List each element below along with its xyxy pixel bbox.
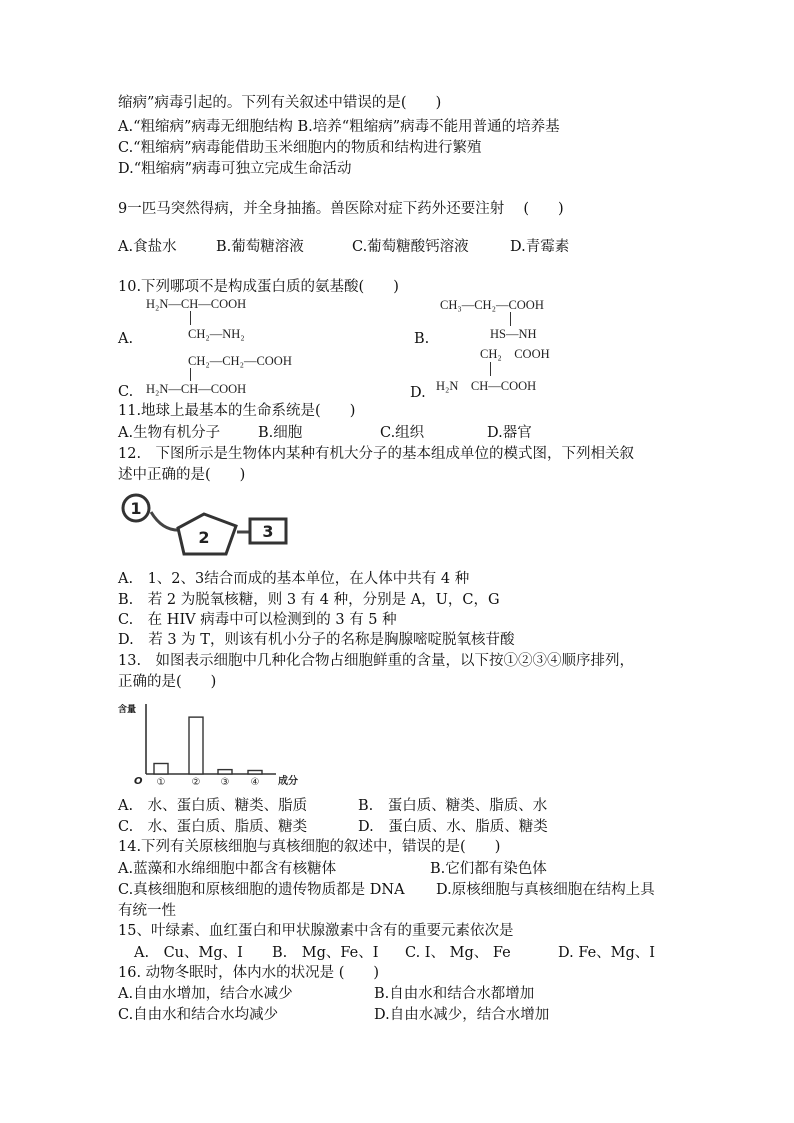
label-2: 2 bbox=[198, 528, 210, 547]
x-tick-label-2: ② bbox=[191, 777, 201, 788]
q11-stem: 11.地球上最基本的生命系统是( ) bbox=[118, 403, 356, 419]
q13-stem-line1: 13. 如图表示细胞中几种化合物占细胞鲜重的含量，以下按①②③④顺序排列， bbox=[118, 653, 635, 669]
label-3: 3 bbox=[262, 522, 274, 541]
q15-option-b: B. Mg、Fe、I bbox=[272, 945, 379, 961]
bar-1 bbox=[154, 764, 168, 775]
q9-option-a: A.食盐水 bbox=[118, 239, 177, 255]
bar-3 bbox=[218, 770, 232, 774]
q10-stem: 10.下列哪项不是构成蛋白质的氨基酸( ) bbox=[118, 279, 399, 295]
q13-option-c: C. 水、蛋白质、脂质、糖类 bbox=[118, 819, 308, 835]
q10-option-b-label: B. bbox=[414, 331, 430, 347]
compound-content-bar-chart bbox=[116, 698, 308, 790]
q15-option-d: D. Fe、Mg、I bbox=[558, 945, 656, 961]
q11-option-b: B.细胞 bbox=[258, 425, 303, 441]
q14-option-c: C.真核细胞和原核细胞的遗传物质都是 DNA bbox=[118, 882, 405, 898]
nucleotide-diagram bbox=[118, 492, 294, 562]
q10-b-bond bbox=[510, 312, 511, 326]
q9-option-d: D.青霉素 bbox=[510, 239, 570, 255]
q15-option-c: C. I、 Mg、 Fe bbox=[405, 945, 511, 961]
q10-d-backbone: H₂N CH—COOH bbox=[436, 379, 537, 393]
q8-option-c: C.“粗缩病”病毒能借助玉米细胞内的物质和结构进行繁殖 bbox=[118, 140, 482, 156]
bar-4 bbox=[248, 771, 262, 775]
q8-option-ab: A.“粗缩病”病毒无细胞结构 B.培养“粗缩病”病毒不能用普通的培养基 bbox=[118, 119, 560, 135]
q10-a-sidechain: CH₂—NH₂ bbox=[188, 327, 245, 341]
q14-stem: 14.下列有关原核细胞与真核细胞的叙述中，错误的是( ) bbox=[118, 839, 501, 855]
q11-option-a: A.生物有机分子 bbox=[118, 425, 221, 441]
q10-a-bond bbox=[190, 311, 191, 325]
q11-option-c: C.组织 bbox=[380, 425, 425, 441]
q13-stem-line2: 正确的是( ) bbox=[118, 674, 217, 690]
q16-option-d: D.自由水减少，结合水增加 bbox=[374, 1007, 550, 1023]
q8-stem: 缩病”病毒引起的。下列有关叙述中错误的是( ) bbox=[118, 95, 442, 111]
q11-option-d: D.器官 bbox=[487, 425, 532, 441]
q16-option-c: C.自由水和结合水均减少 bbox=[118, 1007, 279, 1023]
q13-option-a: A. 水、蛋白质、糖类、脂质 bbox=[118, 798, 308, 814]
q13-option-d: D. 蛋白质、水、脂质、糖类 bbox=[358, 819, 548, 835]
x-axis-label: 成分 bbox=[278, 776, 298, 787]
q10-a-backbone: H₂N—CH—COOH bbox=[146, 297, 247, 311]
q13-option-b: B. 蛋白质、糖类、脂质、水 bbox=[358, 798, 548, 814]
q14-option-d-cont: 有统一性 bbox=[118, 903, 176, 919]
q10-c-backbone: H₂N—CH—COOH bbox=[146, 382, 247, 396]
q12-option-a: A. 1、2、3结合而成的基本单位，在人体中共有 4 种 bbox=[118, 571, 470, 587]
q12-option-d: D. 若 3 为 T，则该有机小分子的名称是胸腺嘧啶脱氧核苷酸 bbox=[118, 632, 515, 648]
q10-option-a-label: A. bbox=[118, 331, 134, 347]
q16-option-a: A.自由水增加，结合水减少 bbox=[118, 986, 293, 1002]
q12-stem-line1: 12. 下图所示是生物体内某种有机大分子的基本组成单位的模式图，下列相关叙 bbox=[118, 446, 635, 462]
q9-stem: 9一匹马突然得病，并全身抽搐。兽医除对症下药外还要注射 ( ) bbox=[118, 201, 564, 217]
q10-option-d-label: D. bbox=[410, 385, 426, 401]
y-axis-label: 含量 bbox=[118, 705, 137, 715]
x-tick-label-3: ③ bbox=[220, 777, 230, 788]
x-tick-label-4: ④ bbox=[250, 777, 260, 788]
bar-2 bbox=[189, 717, 203, 774]
x-tick-label-1: ① bbox=[156, 777, 166, 788]
q10-c-sidechain: CH₂—CH₂—COOH bbox=[188, 354, 292, 368]
q14-option-b: B.它们都有染色体 bbox=[430, 861, 547, 877]
label-1: 1 bbox=[130, 499, 142, 518]
q10-b-backbone: CH₃—CH₂—COOH bbox=[440, 298, 544, 312]
q10-option-c-label: C. bbox=[118, 384, 134, 400]
q16-stem: 16. 动物冬眠时，体内水的状况是 ( ) bbox=[118, 965, 380, 981]
q9-option-c: C.葡萄糖酸钙溶液 bbox=[352, 239, 469, 255]
q10-d-bond bbox=[490, 362, 491, 376]
q8-option-d: D.“粗缩病”病毒可独立完成生命活动 bbox=[118, 161, 352, 177]
q10-d-top: CH₂ COOH bbox=[480, 347, 550, 361]
origin-label: O bbox=[134, 776, 143, 787]
q9-option-b: B.葡萄糖溶液 bbox=[216, 239, 304, 255]
q10-b-group: HS—NH bbox=[490, 327, 537, 341]
q14-option-d: D.原核细胞与真核细胞在结构上具 bbox=[436, 882, 655, 898]
q16-option-b: B.自由水和结合水都增加 bbox=[374, 986, 535, 1002]
q10-c-bond bbox=[190, 368, 191, 381]
q14-option-a: A.蓝藻和水绵细胞中都含有核糖体 bbox=[118, 861, 337, 877]
q12-option-c: C. 在 HIV 病毒中可以检测到的 3 有 5 种 bbox=[118, 612, 397, 628]
q15-option-a: A. Cu、Mg、I bbox=[134, 945, 243, 961]
q12-option-b: B. 若 2 为脱氧核糖，则 3 有 4 种，分别是 A，U，C，G bbox=[118, 592, 500, 608]
q12-stem-line2: 述中正确的是( ) bbox=[118, 467, 246, 483]
q15-stem: 15、叶绿素、血红蛋白和甲状腺激素中含有的重要元素依次是 bbox=[118, 923, 514, 939]
